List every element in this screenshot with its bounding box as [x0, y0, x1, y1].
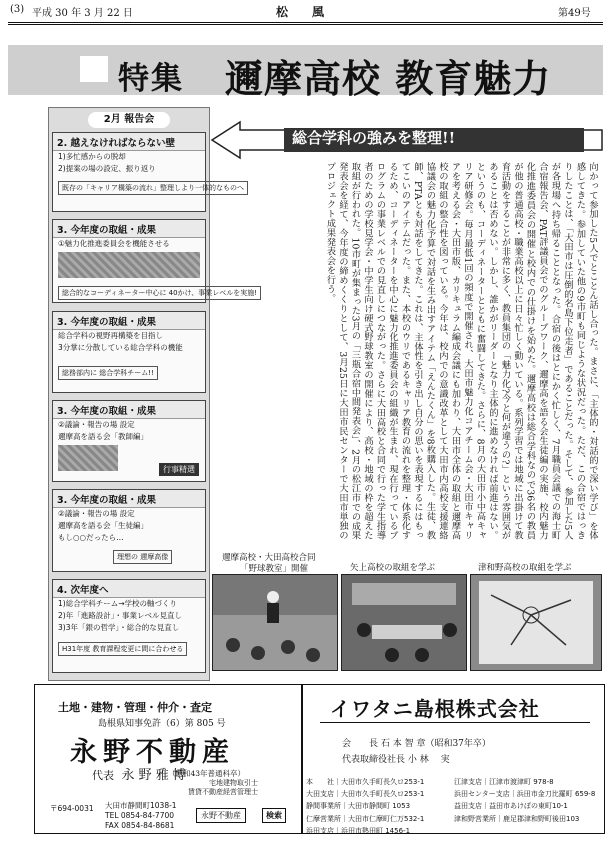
- slide-heading: 3. 今年度の取組・成果: [53, 312, 205, 330]
- rep-name: 永 野 雅 博: [121, 768, 186, 783]
- slide-line: 総合学科の視野再構築を目指し: [58, 331, 163, 340]
- ad-company-name: イワタニ島根株式会社: [330, 697, 540, 721]
- branch-row: [306, 813, 602, 825]
- qualification: 宅地建物取引士: [209, 779, 258, 787]
- slide-line: ②議論・報告の場 設定: [58, 509, 135, 518]
- slide-heading: 3. 今年度の取組・成果: [53, 401, 205, 419]
- photo-yakami: [341, 574, 467, 671]
- report-slide: [52, 219, 258, 303]
- search-button: 検索: [262, 808, 286, 823]
- report-slide: [52, 311, 206, 393]
- slide-line: 1)総合学科チーム→学校の軸づくり: [58, 599, 177, 608]
- slide-heading: 2. 越えなければならない壁: [53, 133, 205, 151]
- slide-heading: 4. 次年度へ: [53, 580, 205, 598]
- slide-line: 3)3年「銀の哲学」・総合的な見直し: [58, 623, 180, 632]
- search-box: 永野不動産: [196, 808, 246, 823]
- slide-line: 邇摩高を語る会「生徒編」: [58, 521, 148, 530]
- article-body: 向かって参加した5人でとことん話し合った。まさに、「主体的・対話的で深い学び」を体感してきた。参加していた他の9市町も同じような状況だった。ただ、この合宿ではっきりしたことは、「大田市は圧倒的名島下位走者」であることだった。そして、参加した5人が各現場へ持ち帰ることとなった。合宿の後はとにかく忙しく、7月職員会議での海士町合宿報告会、PAT評議員会でのグループワーク、邇摩高を語る会生徒編の実施、校内魅力化推進委員会の開催と校内での仕掛けを始めた。邇摩高校は総合学科なので36名の教員が他の普通高校・職業高校以上に日々忙しく動いている。系列学習では地域に出掛けて教育活動をすることが非常に多く、教員集団の「魅力化?今と何が違うの?」という雰囲気があることは否めない。しかし、誰かがリーダーとなり主体的に進めなければ前進はない。というのも、コーディネーターとともに奮闘してきた。さらに、8月の大田市小中高キャリア研修会。毎月最低1回の頻度で開催され、大田市魅力化コアチーム会・大田市キャリアを考える会・大田市版、カリキュラム編成会議にも加わり、大田市全体の取組と邇摩高校の取組の整合性を図っている。今年は、校内での意識改革として大田市内高校支援連絡協議会の魅力化予算で対話を生み出すアイテム「えんたくん」を8枚購入した。生徒、教師、PTAとも対話をしてきた。これは、主体性を引き出し自分の思いを表現するにはもってこいのアイテムだった。また、本校のウリであるキャリア教育の流れを整理・体系化するため、コーディネーターを中心に魅力化推進委員会の組織が生まれ、現在行っているプログラムの事業レベルでの見直しにつながった。さらに大田高校と合同で行った学生指導者のための学校見学会・中学生向け硬式野球教室の開催により、高校・地域の枠を超えた取組が行われた。10市町が集まった3月の「三瓶合宿中間発表会」、2月の松江市での成果発表会を経て、今年度の締めくくりとして、3月25日に大田市民センターで大田市単独のプロジェクト成果発表会を行う。: [324, 162, 598, 540]
- report-slide: [52, 400, 206, 482]
- page-number: (3): [10, 4, 25, 15]
- report-slide: [52, 579, 206, 673]
- photo-caption: 津和野高校の取組を学ぶ: [478, 563, 572, 573]
- photo-caption: 邇摩高校・大田高校合同: [222, 553, 316, 563]
- photo-image: [471, 575, 601, 670]
- feature-title: 邇摩高校 教育魅力: [225, 56, 552, 101]
- branch-row: [306, 825, 602, 837]
- branch-row: [306, 788, 602, 800]
- slide-line: ②議論・報告の場 設定: [58, 420, 135, 429]
- slide-line: 邇摩高を語る会「教師編」: [58, 432, 148, 441]
- ad-license: 島根県知事免許（6）第 805 号: [98, 719, 226, 729]
- report-slide: [52, 489, 206, 572]
- branch: 江津支店｜江津市渡津町 978-8: [454, 778, 554, 786]
- slide-arrow-label: 行事精選: [159, 463, 199, 476]
- slide-line: 1)多忙感からの脱却: [58, 152, 126, 161]
- phone-line: TEL 0854-84-7700: [105, 811, 175, 820]
- header-rule: [8, 22, 603, 23]
- issue-number: 第49号: [558, 8, 591, 19]
- slide-line: もし○○だったら…: [58, 533, 124, 542]
- ad-qualifications: [188, 779, 258, 797]
- slide-line: ①魅力化推進委員会を機能させる: [58, 239, 170, 248]
- photo-caption: 「野球教室」開催: [240, 564, 309, 574]
- paper-name: 松 風: [276, 5, 325, 19]
- slide-heading: 3. 今年度の取組・成果: [53, 490, 205, 508]
- slide-photo: [58, 445, 118, 471]
- branch: 静間事業所｜大田市静間町 1053: [306, 802, 411, 811]
- slide-line: 3分掌に分散している総合学科の機能: [58, 343, 183, 352]
- branch: 大田支店｜大田市久手町長久ロ253-1: [306, 790, 425, 799]
- slide-photo: [58, 252, 200, 278]
- address-line: 大田市静間町1038-1: [105, 801, 177, 810]
- photo-image: [342, 575, 466, 670]
- branch: [454, 825, 602, 837]
- branch: 本 社｜大田市久手町長久ロ253-1: [306, 778, 425, 786]
- branch-list: [306, 776, 602, 837]
- slide-callout: 総合的なコーディネーター中心に 40かけ、事業レベルを実施!: [58, 286, 261, 300]
- slide-callout: 既存の「キャリア構築の流れ」整理しより一体的なものへ: [58, 181, 248, 195]
- branch: 浜田支店｜浜田市熱田町 1456-1: [306, 826, 411, 835]
- branch: 浜田センター支店｜浜田市金刀比羅町 659-8: [454, 790, 596, 799]
- branch: 益田支店｜益田市あけぼの東町10-1: [454, 802, 568, 811]
- qualification: 賃貸不動産経営管理士: [188, 788, 258, 796]
- photo-image: [213, 575, 337, 670]
- branch: 仁摩営業所｜大田市仁摩町仁万532-1: [306, 814, 425, 823]
- ad-graduation: （昭和43年普通科卒）: [168, 769, 246, 778]
- photo-caption: 矢上高校の取組を学ぶ: [350, 563, 436, 573]
- ad-zip: 〒694-0031: [50, 804, 94, 813]
- photo-baseball-class: [212, 574, 338, 671]
- ad-divider: [320, 722, 590, 723]
- slide-heading: 3. 今年度の取組・成果: [53, 220, 205, 238]
- report-slide: [52, 132, 244, 212]
- slide-line: 2)提案の場の設定、振り返り: [58, 164, 156, 173]
- issue-date: 平成 30 年 3 月 22 日: [32, 8, 133, 19]
- ad-services: 土地・建物・管理・仲介・査定: [58, 701, 212, 714]
- rep-label: 代表: [92, 769, 114, 782]
- arrow-banner-text: 総合学科の強みを整理!!: [292, 129, 456, 147]
- slide-callout: 総務部内に 総合学科チーム!!: [58, 366, 158, 380]
- ad-chairman: 会 長 石 本 智 章（昭和37年卒）: [342, 739, 491, 749]
- ad-company-name: 永野不動産: [70, 737, 235, 768]
- feature-kicker: 特集: [118, 61, 184, 97]
- branch-row: [306, 800, 602, 812]
- ad-president: 代表取締役社長 小 林 実: [342, 755, 450, 765]
- photo-tsuwano: [470, 574, 602, 671]
- ad-address: [105, 801, 177, 831]
- header-rule: [8, 24, 603, 25]
- slide-callout: 理想の 邇摩高像: [113, 550, 172, 564]
- branch-row: [306, 776, 602, 788]
- slide-callout: H31年度 教育課程変更に間に合わせる: [58, 642, 187, 656]
- page-header: [10, 4, 601, 22]
- slide-line: 2)年「進路設計」・事業レベル見直し: [58, 611, 182, 620]
- report-panel-title: 2月 報告会: [88, 112, 170, 128]
- banner-decoration: [80, 56, 108, 82]
- branch: 津和野営業所｜鹿足郡津和野町後田103: [454, 814, 580, 823]
- fax-line: FAX 0854-84-8681: [105, 821, 175, 830]
